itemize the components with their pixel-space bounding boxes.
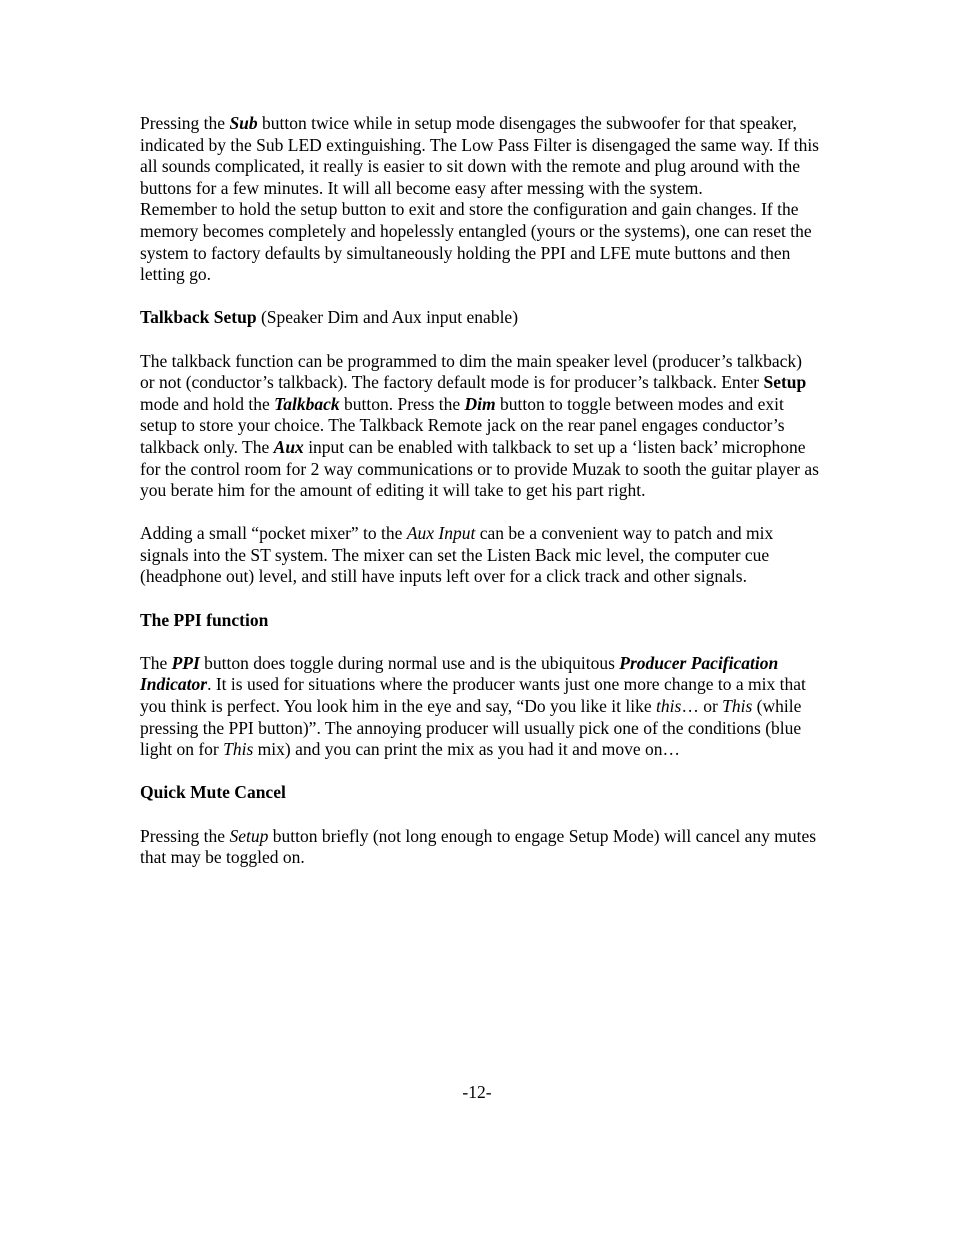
text-run: … or [681,696,723,717]
paragraph-pocket-mixer [140,523,820,588]
text-run: button to toggle between modes and exit setup to store your choice. The Talkback Remote jack on the rear panel engages conductor’s talkback only. The [140,393,785,457]
term-talkback: Talkback [274,393,340,414]
text-run: . It is used for situations where the producer wants just one more change to a mix that you think is perfect. You look him in the eye and say, “Do you like it like [140,674,806,717]
text-run: can be a convenient way to patch and mix signals into the ST system. The mixer can set the Listen Back mic level, the computer cue (headphone out) level, and still have inputs left over for a click track and other signals. [140,523,774,587]
text-run: (while pressing the PPI button)”. The annoying producer will usually pick one of the conditions (blue light on for [140,696,802,760]
paragraph-talkback [140,351,820,502]
term-ppi: PPI [171,652,200,673]
spacer [140,761,820,783]
spacer [140,631,820,653]
term-setup: Setup [763,372,807,393]
heading-talkback-setup [140,307,820,329]
heading-subtitle: (Speaker Dim and Aux input enable) [256,307,519,328]
paragraph-sub-button [140,113,820,199]
term-aux: Aux [273,436,304,457]
text-run: button twice while in setup mode disengages the subwoofer for that speaker, indicated by the Sub LED extinguishing. The Low Pass Filter is disengaged the same way. If this all sounds complicated, it really is easier to sit down with the remote and plug around with the buttons for a few minutes. It will all become easy after messing with the system. [140,113,819,198]
term-ppi-full: Producer Pacification Indicator [140,652,779,695]
term-sub: Sub [229,113,258,133]
spacer [140,502,820,524]
heading-title: Talkback Setup [140,307,257,328]
text-run: Pressing the [140,825,230,846]
term-setup-italic: Setup [229,825,269,846]
spacer [140,329,820,351]
text-run: mix) and you can print the mix as you had it and move on… [253,739,681,760]
term-this-upper: This [223,739,254,760]
term-this-lower: this [656,696,682,717]
paragraph-ppi [140,653,820,761]
text-run: button does toggle during normal use and is the ubiquitous [199,652,620,673]
term-this-upper: This [722,696,753,717]
page-body [140,113,820,869]
page-number: -12- [462,1082,492,1102]
spacer [140,804,820,826]
text-run: mode and hold the [140,393,275,414]
heading-ppi-function: The PPI function [140,609,269,630]
term-aux-input: Aux Input [406,523,476,544]
text-run: The talkback function can be programmed to dim the main speaker level (producer’s talkback) or not (conductor’s talkback). The factory default mode is for producer’s talkback. Enter [140,350,802,393]
text-run: Pressing the [140,113,230,133]
text-run: button. Press the [339,393,465,414]
text-run: button briefly (not long enough to engage Setup Mode) will cancel any mutes that may be toggled on. [140,825,817,868]
spacer [140,286,820,308]
text-run: Adding a small “pocket mixer” to the [140,523,407,544]
paragraph-setup-exit: Remember to hold the setup button to exit and store the configuration and gain changes. If the memory becomes completely and hopelessly entangled (yours or the systems), one can reset the system to factory defaults by simultaneously holding the PPI and LFE mute buttons and then letting go. [140,199,812,285]
spacer [140,588,820,610]
paragraph-quick-mute [140,826,820,869]
heading-quick-mute-cancel: Quick Mute Cancel [140,782,286,803]
text-run: The [140,652,172,673]
text-run: input can be enabled with talkback to set up a ‘listen back’ microphone for the control room for 2 way communications or to provide Muzak to sooth the guitar player as you berate him for the amount of editing it will take to get his part right. [140,436,819,501]
term-dim: Dim [464,393,496,414]
